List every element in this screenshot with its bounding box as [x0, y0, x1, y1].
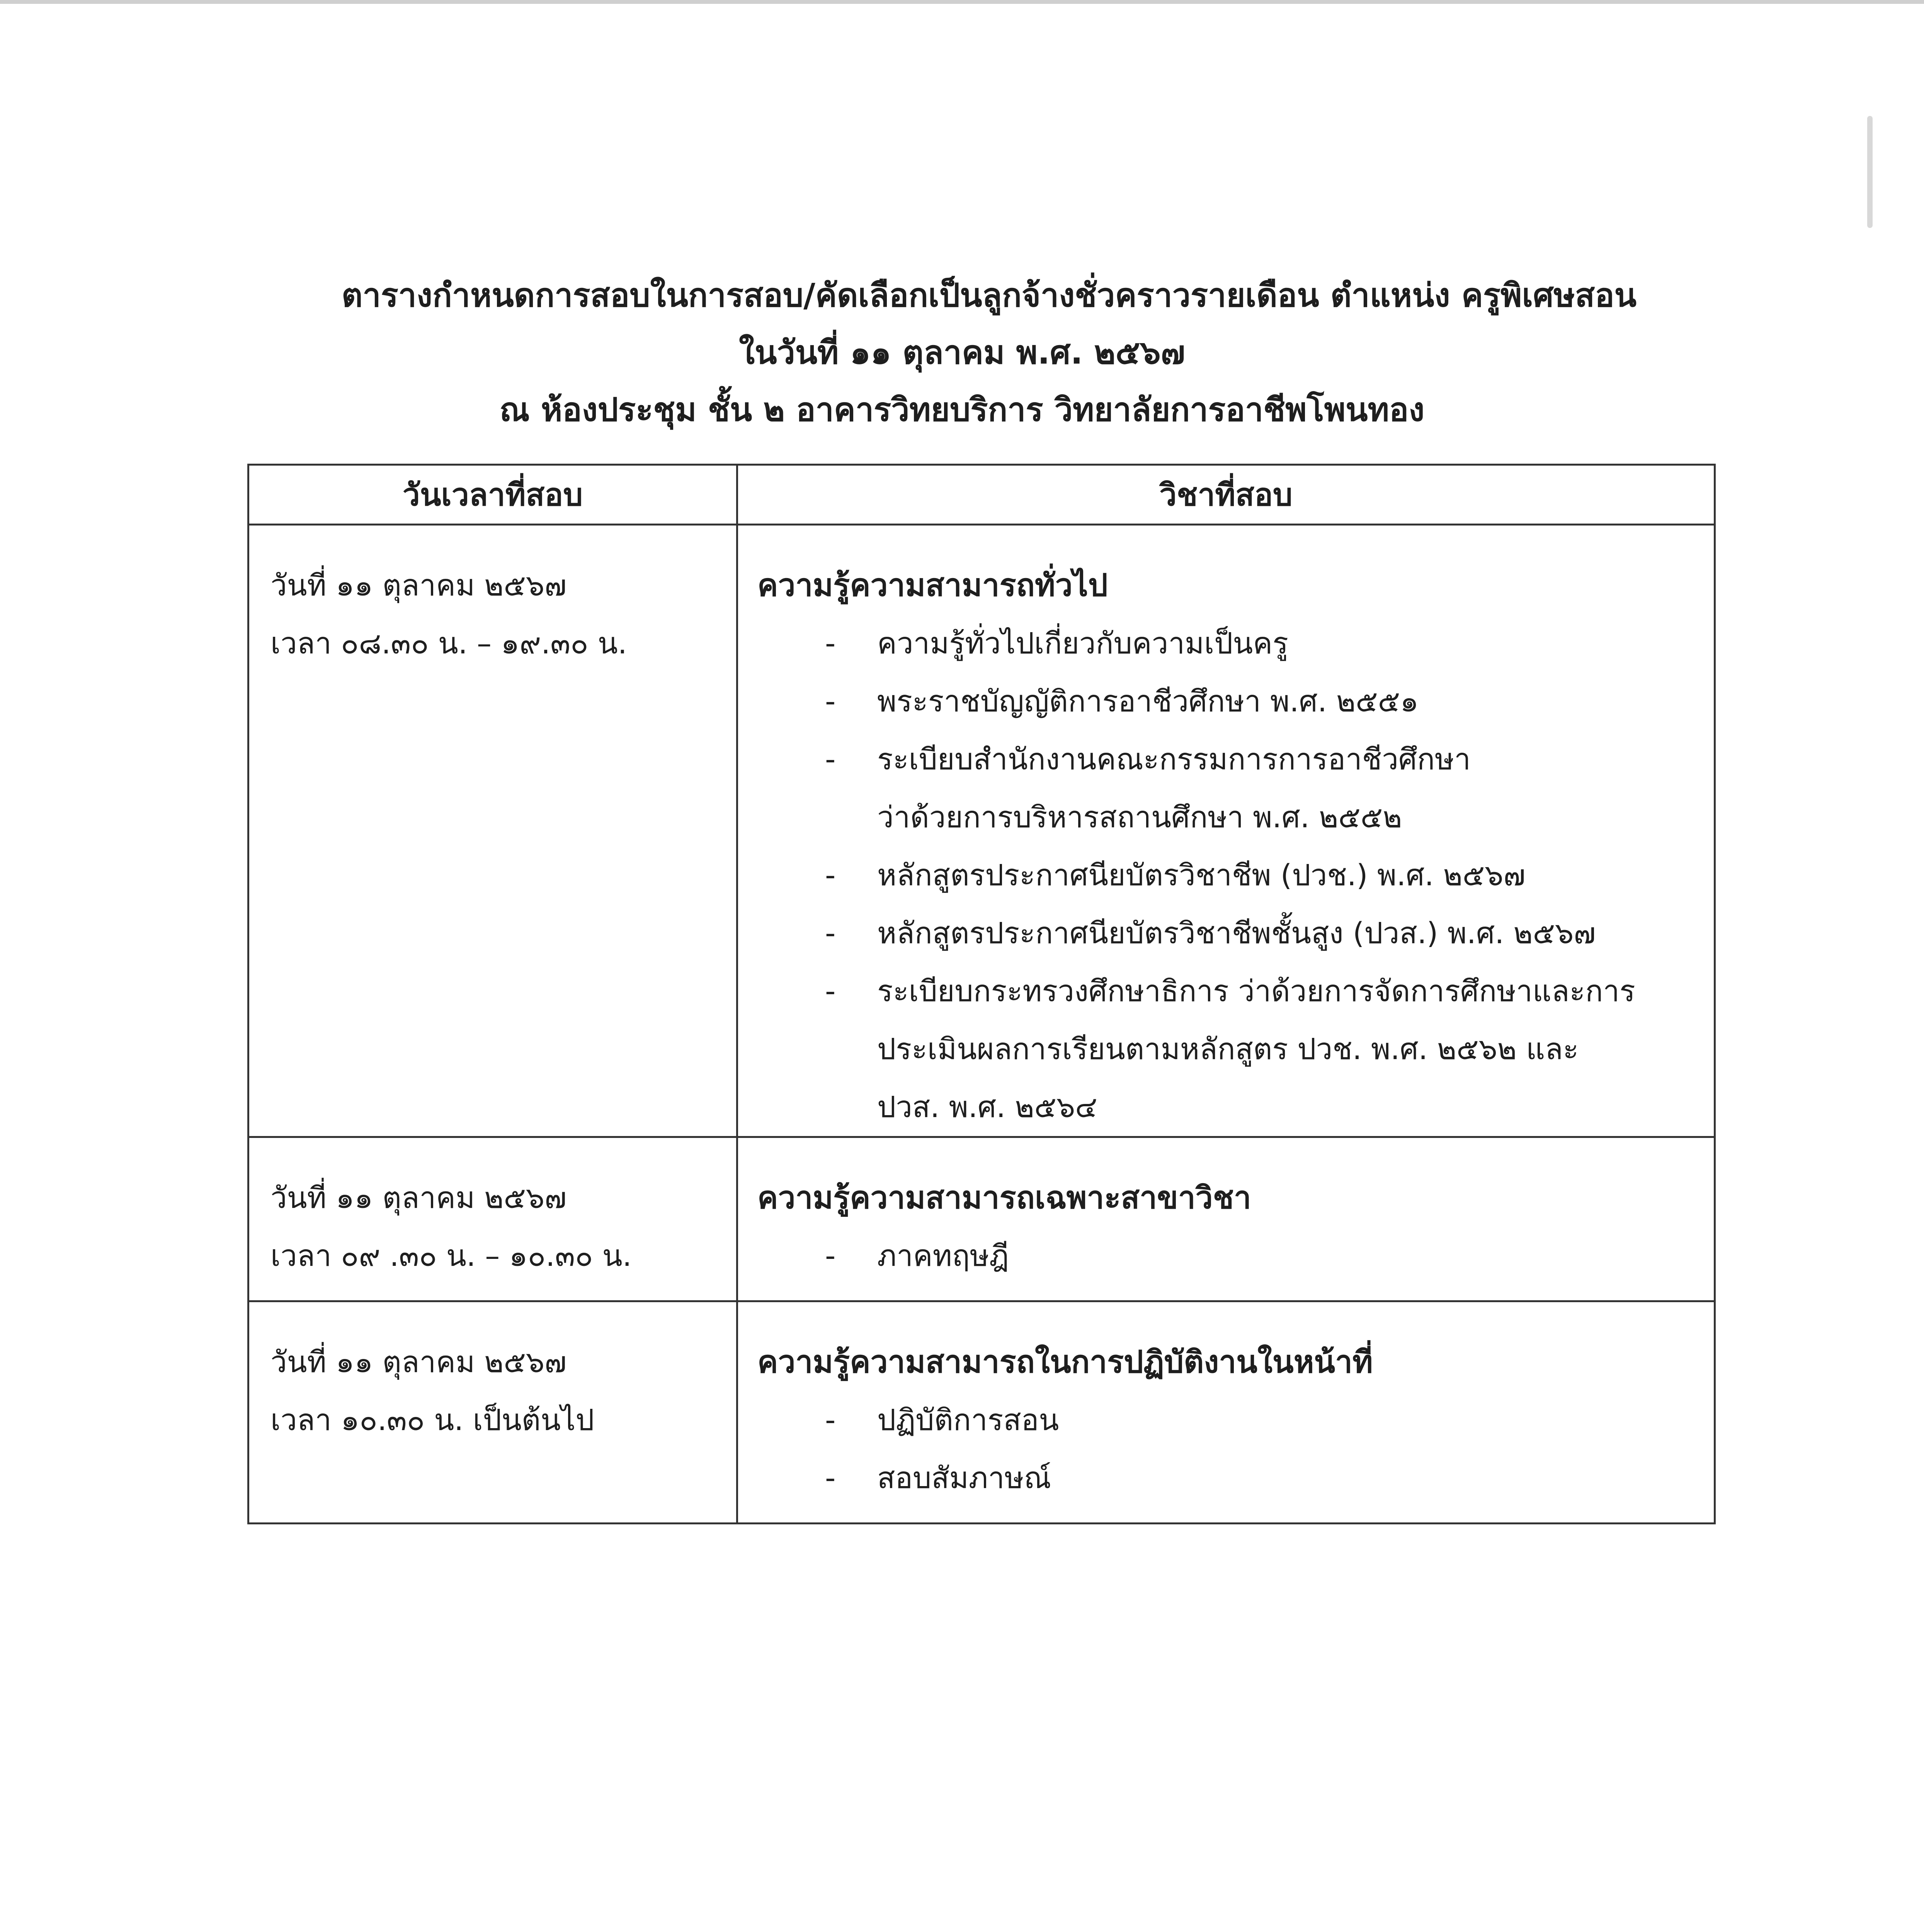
topic-text: ภาคทฤษฎี	[877, 1238, 1009, 1273]
topic-text-continued: ปวส. พ.ศ. ๒๕๖๔	[877, 1090, 1097, 1124]
datetime-cell	[248, 1137, 737, 1301]
list-item	[757, 1449, 1714, 1507]
subject-title: ความรู้ความสามารถในการปฏิบัติงานในหน้าที่	[757, 1344, 1373, 1380]
subject-cell	[737, 525, 1715, 1137]
list-item	[757, 614, 1714, 672]
column-header-subject: วิชาที่สอบ	[737, 465, 1715, 525]
subject-title: ความรู้ความสามารถเฉพาะสาขาวิชา	[757, 1180, 1251, 1216]
topic-text-continued: ประเมินผลการเรียนตามหลักสูตร ปวช. พ.ศ. ๒๕๖๒ และ	[877, 1032, 1579, 1066]
exam-date: วันที่ ๑๑ ตุลาคม ๒๕๖๗	[270, 1180, 567, 1215]
exam-date: วันที่ ๑๑ ตุลาคม ๒๕๖๗	[270, 568, 567, 602]
subject-cell	[737, 1137, 1715, 1301]
document-title: ตารางกำหนดการสอบในการสอบ/คัดเลือกเป็นลูกจ้างชั่วคราวรายเดือน ตำแหน่ง ครูพิเศษสอน	[341, 276, 1637, 314]
list-item	[757, 846, 1714, 904]
topic-text: หลักสูตรประกาศนียบัตรวิชาชีพชั้นสูง (ปวส.) พ.ศ. ๒๕๖๗	[877, 916, 1596, 950]
topic-text: พระราชบัญญัติการอาชีวศึกษา พ.ศ. ๒๕๕๑	[877, 684, 1419, 718]
topic-text: ระเบียบสำนักงานคณะกรรมการการอาชีวศึกษา	[877, 742, 1471, 776]
bullet-dash: -	[825, 742, 836, 776]
table-row	[248, 525, 1715, 1137]
topic-text: ความรู้ทั่วไปเกี่ยวกับความเป็นครู	[877, 626, 1288, 660]
document-date: ในวันที่ ๑๑ ตุลาคม พ.ศ. ๒๕๖๗	[739, 333, 1185, 371]
bullet-dash: -	[825, 684, 836, 718]
list-item	[757, 1227, 1714, 1285]
exam-schedule-table	[247, 464, 1716, 1524]
topic-text: ปฏิบัติการสอน	[877, 1403, 1059, 1437]
bullet-dash: -	[825, 974, 836, 1008]
table-row	[248, 1137, 1715, 1301]
table-row	[248, 1301, 1715, 1524]
subject-topic-list	[757, 1227, 1714, 1285]
exam-time: เวลา ๐๘.๓๐ น. – ๑๙.๓๐ น.	[270, 626, 627, 660]
topic-text: สอบสัมภาษณ์	[877, 1461, 1051, 1495]
list-item	[757, 962, 1714, 1136]
list-item	[757, 904, 1714, 962]
exam-time: เวลา ๑๐.๓๐ น. เป็นต้นไป	[270, 1403, 594, 1437]
bullet-dash: -	[825, 1461, 836, 1495]
list-item	[757, 1391, 1714, 1449]
document-location: ณ ห้องประชุม ชั้น ๒ อาคารวิทยบริการ วิทยาลัยการอาชีพโพนทอง	[499, 391, 1425, 429]
bullet-dash: -	[825, 916, 836, 950]
datetime-cell	[248, 525, 737, 1137]
exam-time: เวลา ๐๙ .๓๐ น. – ๑๐.๓๐ น.	[270, 1238, 632, 1273]
scan-edge-mark	[1867, 116, 1873, 228]
topic-text: ระเบียบกระทรวงศึกษาธิการ ว่าด้วยการจัดการศึกษาและการ	[877, 974, 1635, 1008]
exam-date: วันที่ ๑๑ ตุลาคม ๒๕๖๗	[270, 1345, 567, 1379]
topic-text-continued: ว่าด้วยการบริหารสถานศึกษา พ.ศ. ๒๕๕๒	[877, 800, 1402, 834]
subject-topic-list	[757, 1391, 1714, 1507]
scan-edge-top	[0, 0, 1924, 4]
datetime-cell	[248, 1301, 737, 1524]
column-header-datetime: วันเวลาที่สอบ	[248, 465, 737, 525]
document-header	[0, 267, 1924, 438]
subject-cell	[737, 1301, 1715, 1524]
bullet-dash: -	[825, 1238, 836, 1273]
bullet-dash: -	[825, 858, 836, 892]
subject-topic-list	[757, 614, 1714, 1136]
table-header-row	[248, 465, 1715, 525]
list-item	[757, 672, 1714, 730]
topic-text: หลักสูตรประกาศนียบัตรวิชาชีพ (ปวช.) พ.ศ. ๒๕๖๗	[877, 858, 1526, 892]
list-item	[757, 730, 1714, 846]
bullet-dash: -	[825, 626, 836, 660]
subject-title: ความรู้ความสามารถทั่วไป	[757, 567, 1108, 603]
bullet-dash: -	[825, 1403, 836, 1437]
